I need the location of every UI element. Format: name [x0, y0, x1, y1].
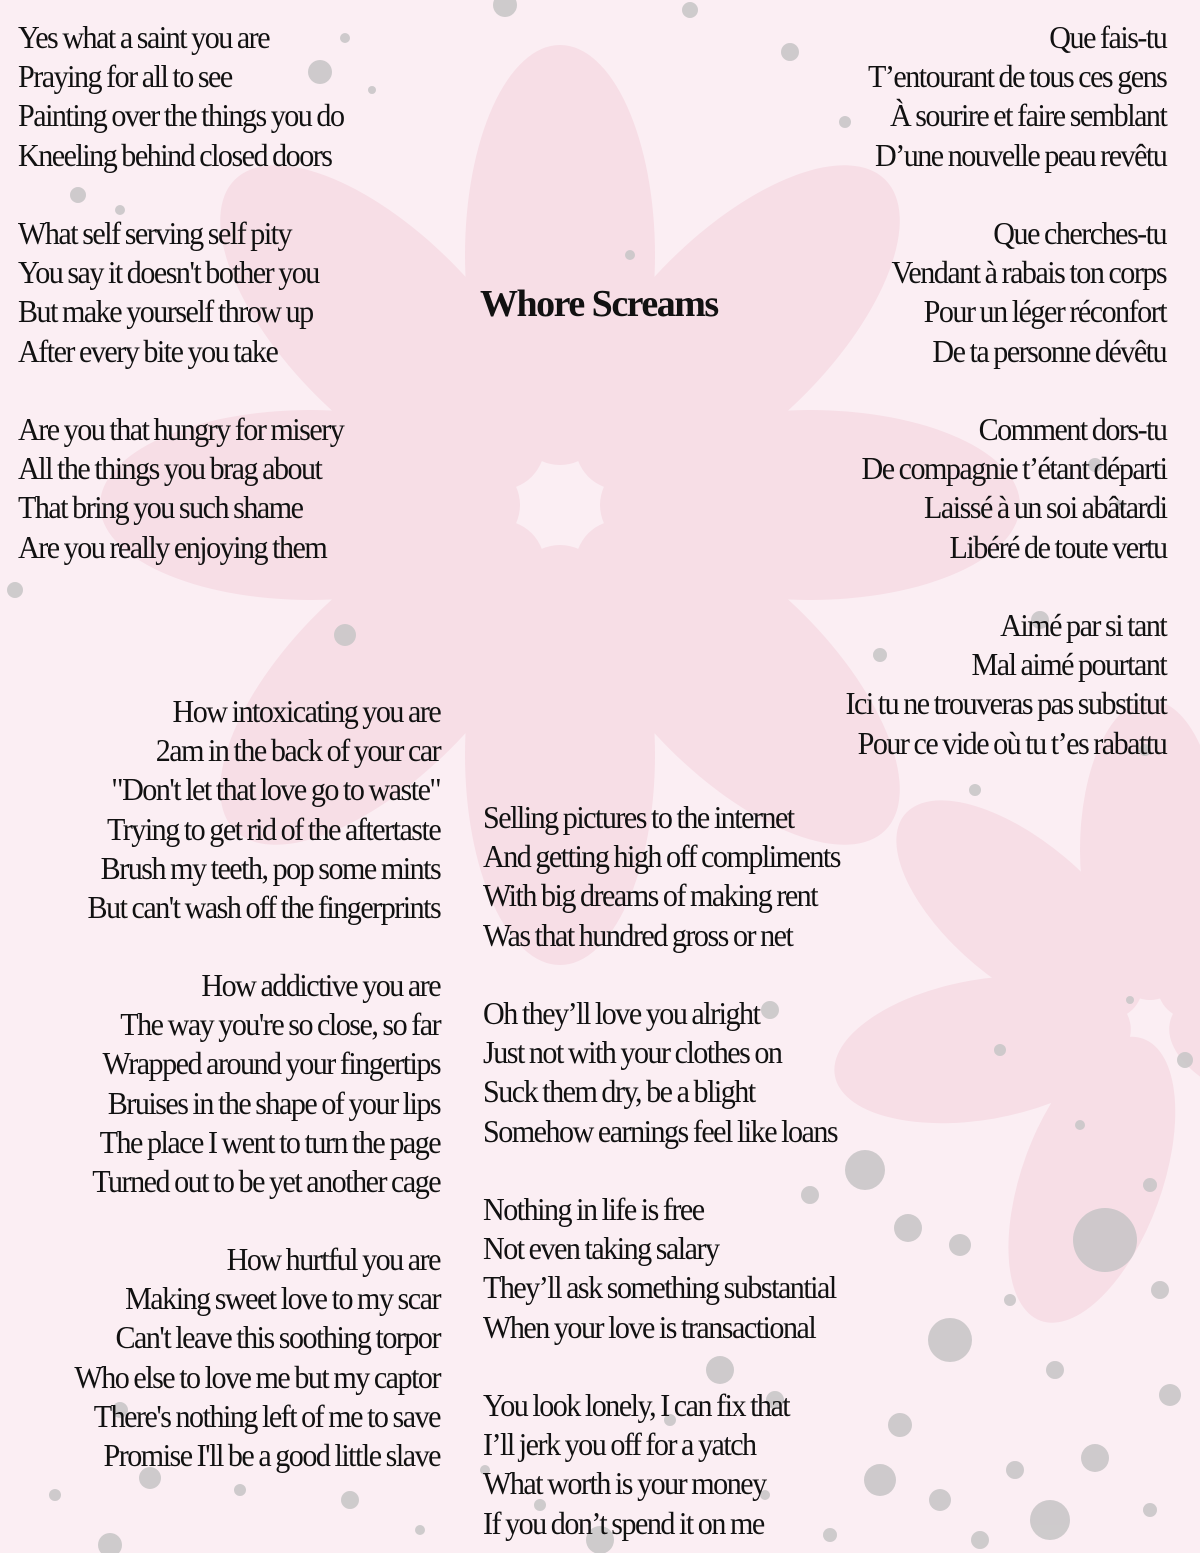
poem-line: Yes what a saint you are	[18, 19, 270, 55]
poem-line: Trying to get rid of the aftertaste	[106, 810, 440, 847]
poem-line: Kneeling behind closed doors	[18, 136, 332, 173]
poem-line: De ta personne dévêtu	[932, 332, 1166, 369]
poem-line: Are you really enjoying them	[18, 528, 327, 565]
poem-line: All the things you brag about	[18, 450, 322, 487]
poem-line: With big dreams of making rent	[483, 877, 818, 914]
stanza	[868, 18, 1166, 175]
poem-line: After every bite you take	[18, 332, 278, 369]
poem-line: Pour ce vide où tu t’es rabattu	[857, 724, 1166, 761]
stanza	[861, 410, 1166, 567]
stanza	[845, 606, 1166, 763]
poem-line: Aimé par si tant	[999, 607, 1166, 643]
poem-title: Whore Screams	[480, 283, 718, 325]
stanza	[87, 692, 440, 927]
poem-line: 2am in the back of your car	[155, 732, 440, 769]
poem-line: Somehow earnings feel like loans	[483, 1112, 838, 1149]
poem-line: The place I went to turn the page	[99, 1123, 440, 1160]
poem-line: Libéré de toute vertu	[949, 528, 1166, 565]
stanza	[18, 410, 343, 567]
stanza	[92, 966, 440, 1201]
poem-line: The way you're so close, so far	[120, 1006, 440, 1043]
poem-line: And getting high off compliments	[483, 838, 840, 875]
poem-line: Que cherches-tu	[993, 215, 1166, 251]
poem-line: That bring you such shame	[18, 489, 303, 526]
stanza	[18, 18, 343, 175]
poem-line: If you don’t spend it on me	[483, 1504, 764, 1541]
stanza	[483, 1386, 789, 1543]
poem-line: Brush my teeth, pop some mints	[100, 849, 441, 886]
poem-line: You look lonely, I can fix that	[483, 1387, 790, 1423]
poem-line: De compagnie t’étant départi	[860, 450, 1166, 487]
poem-line: Vendant à rabais ton corps	[891, 254, 1166, 291]
poem-line: Are you that hungry for misery	[18, 411, 344, 447]
poem-line: There's nothing left of me to save	[93, 1397, 441, 1434]
poem-line: How hurtful you are	[226, 1241, 440, 1277]
poem-line: Painting over the things you do	[18, 97, 344, 134]
poem-line: Oh they’ll love you alright	[483, 995, 760, 1031]
poem-line: Selling pictures to the internet	[483, 799, 794, 835]
poem-line: "Don't let that love go to waste"	[111, 771, 441, 808]
poem-line: I’ll jerk you off for a yatch	[483, 1426, 756, 1463]
poem-line: Comment dors-tu	[978, 411, 1166, 447]
stanza	[483, 1190, 836, 1347]
poem-line: Turned out to be yet another cage	[92, 1163, 440, 1200]
poem-line: Can't leave this soothing torpor	[115, 1319, 441, 1356]
poem-line: Just not with your clothes on	[483, 1034, 782, 1071]
poem-line: Nothing in life is free	[483, 1191, 704, 1227]
poem-line: T’entourant de tous ces gens	[867, 58, 1166, 95]
poem-line: Que fais-tu	[1048, 19, 1166, 55]
stanza	[483, 798, 840, 955]
poem-line: How intoxicating you are	[172, 693, 440, 729]
stanza	[891, 214, 1166, 371]
poem-line: How addictive you are	[201, 967, 440, 1003]
poem-line: What self serving self pity	[18, 215, 292, 251]
poem-line: Laissé à un soi abâtardi	[923, 489, 1166, 526]
poem-line: Pour un léger réconfort	[923, 293, 1166, 330]
poem-line: D’une nouvelle peau revêtu	[874, 136, 1166, 173]
poem-line: À sourire et faire semblant	[889, 97, 1166, 134]
poem-line: What worth is your money	[483, 1465, 766, 1502]
poem-line: You say it doesn't bother you	[18, 254, 319, 291]
poem-line: Not even taking salary	[483, 1230, 719, 1267]
poem-line: Was that hundred gross or net	[483, 916, 793, 953]
poem-line: Who else to love me but my captor	[74, 1358, 440, 1395]
stanza	[18, 214, 319, 371]
poem-line: They’ll ask something substantial	[483, 1269, 836, 1306]
poem-line: Mal aimé pourtant	[971, 646, 1166, 683]
poem-line: Suck them dry, be a blight	[483, 1073, 755, 1110]
poem-line: But make yourself throw up	[18, 293, 313, 330]
stanza	[483, 994, 837, 1151]
poem-line: But can't wash off the fingerprints	[87, 889, 440, 926]
poem-line: Wrapped around your fingertips	[102, 1045, 440, 1082]
poem-line: Promise I'll be a good little slave	[103, 1437, 440, 1474]
poem-line: Ici tu ne trouveras pas substitut	[845, 685, 1166, 722]
poem-line: Praying for all to see	[18, 58, 232, 95]
stanza	[74, 1240, 440, 1475]
poem-line: When your love is transactional	[483, 1308, 816, 1345]
poem-line: Making sweet love to my scar	[125, 1280, 440, 1317]
poem-line: Bruises in the shape of your lips	[107, 1084, 441, 1121]
